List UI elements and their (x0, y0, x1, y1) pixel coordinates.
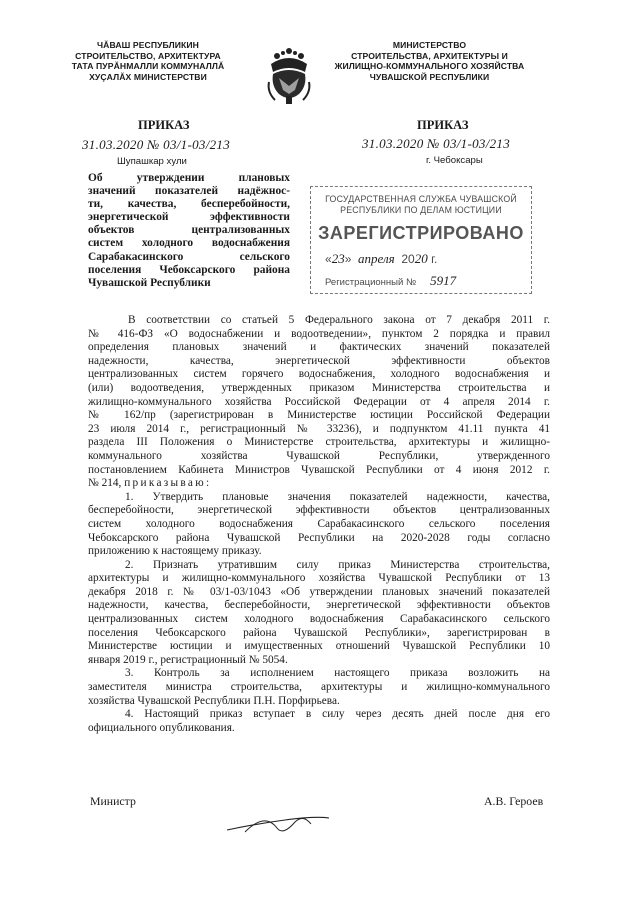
place-left: Шупашкар хули (117, 156, 187, 167)
body-line: января 2019 г., регистрационный № 5054. (88, 653, 288, 666)
order-title (88, 172, 290, 290)
body-line: определения плановых значений и фактических значений показателей (88, 341, 550, 354)
order-heading-right: ПРИКАЗ (417, 118, 469, 132)
header-left-line: ТАТА ПУРĂНМАЛЛИ КОММУНАЛЛĂ (71, 61, 225, 72)
stamp-registered: ЗАРЕГИСТРИРОВАНО (318, 223, 524, 243)
body-line: официального опубликования. (88, 721, 235, 734)
header-right-line: ЖИЛИЩНО-КОММУНАЛЬНОГО ХОЗЯЙСТВА (334, 61, 525, 72)
order-body (88, 314, 550, 735)
title-line: систем холодного водоснабжения (88, 237, 290, 250)
coat-of-arms-icon (265, 42, 313, 106)
header-left-line: ЧĂВАШ РЕСПУБЛИКИН (97, 40, 199, 50)
stamp-year-end: г. (431, 252, 438, 266)
body-line: поселения Чебоксарского района Чувашской Республики», зарегистрирован в (88, 626, 550, 639)
paragraph-item-3 (88, 667, 550, 708)
body-line: Чебоксарского района Чувашской Республики на 2020-2028 годы согласно (88, 531, 550, 544)
body-line: 4. Настоящий приказ вступает в силу через десять дней после дня его (125, 708, 550, 721)
registration-stamp (310, 186, 532, 294)
header-left-ministry (48, 40, 248, 82)
stamp-year-prefix: 20 (401, 252, 415, 266)
header-left-line: ХУÇАЛĂХ МИНИСТЕРСТВИ (89, 71, 207, 82)
title-line: поселения Чебоксарского района (88, 263, 290, 276)
stamp-line-1: ГОСУДАРСТВЕННАЯ СЛУЖБА ЧУВАШСКОЙ (325, 194, 517, 204)
body-line: хозяйства Чувашской Республики П.Н. Порфирьева. (88, 694, 340, 707)
stamp-reg-number: 5917 (430, 273, 457, 288)
body-line: В соответствии со статьей 5 Федерального закона от 7 декабря 2011 г. (128, 314, 550, 326)
header-right-line: ЧУВАШСКОЙ РЕСПУБЛИКИ (369, 71, 490, 82)
body-line: жилищно-коммунального хозяйства Российской Федерации от 4 апреля 2014 г. (88, 395, 550, 408)
body-line: бесперебойности, энергетической эффективности объектов централизованных (88, 504, 550, 517)
body-line: постановлением Кабинета Министров Чувашской Республики от 4 июня 2012 г. (88, 463, 550, 476)
header-right-line: СТРОИТЕЛЬСТВА, АРХИТЕКТУРЫ И (351, 50, 508, 61)
body-line: коммунального хозяйства Чувашской Республики, утвержденного (88, 449, 550, 462)
body-line: № 416-ФЗ «О водоснабжении и водоотведении», пунктом 2 порядка и правил (88, 327, 550, 340)
body-line: № 162/пр (зарегистрирован в Министерстве юстиции Российской Федерации (88, 409, 550, 422)
paragraph-item-1 (88, 491, 550, 559)
order-heading-left: ПРИКАЗ (138, 118, 190, 132)
body-line: приложению к настоящему приказу. (88, 545, 262, 558)
signer-name: А.В. Героев (484, 794, 544, 808)
title-line: ти, качества, бесперебойности, (88, 198, 290, 211)
stamp-reg (325, 273, 456, 289)
title-line: Чувашской Республики (88, 276, 211, 289)
body-line: надежности, качества, энергетической эффективности объектов (88, 354, 550, 367)
body-line: централизованных систем холодного водоснабжения Сарабакасинского сельского (88, 613, 550, 626)
stamp-month: апреля (358, 251, 395, 266)
body-line: (или) водоотведения, утвержденных приказом Министерства строительства и (88, 381, 550, 394)
body-line: заместителя министра строительства, архитектуры и жилищно-коммунального (88, 681, 550, 694)
body-line: надежности, качества, бесперебойности, энергетической эффективности объектов (88, 599, 550, 612)
body-line: 3. Контроль за исполнением настоящего приказа возложить на (125, 667, 550, 680)
body-line: архитектуры и жилищно-коммунального хозяйства Чувашской Республики от 13 (88, 572, 550, 585)
body-line: раздела III Положения о Министерстве строительства, архитектуры и жилищно- (88, 436, 550, 449)
body-line: декабря 2018 г. № 03/1-03/1043 «Об утверждении плановых значений показателей (88, 585, 550, 598)
stamp-day: 23 (331, 251, 345, 266)
paragraph-preamble (88, 314, 550, 491)
title-line: значений показателей надёжнос- (88, 185, 290, 198)
body-line: систем холодного водоснабжения Сарабакасинского сельского поселения (88, 517, 550, 530)
title-line: энергетической эффективности (88, 211, 290, 224)
title-line: Об утверждении плановых (88, 172, 290, 184)
body-line: 23 июля 2014 г., регистрационный № 33236), и подпунктом 41.11 пункта 41 (88, 422, 550, 435)
header-right-line: МИНИСТЕРСТВО (392, 40, 467, 50)
body-line (88, 477, 550, 491)
body-line: централизованных систем горячего водоснабжения, холодного водоснабжения и (88, 368, 550, 381)
order-date-number-right: 31.03.2020 № 03/1-03/213 (362, 136, 511, 151)
place-right: г. Чебоксары (426, 155, 483, 166)
handwritten-signature-icon (225, 800, 335, 840)
decree-number: № 214, (88, 477, 122, 490)
title-line: Сарабакасинского сельского (88, 250, 290, 263)
order-date-number-left: 31.03.2020 № 03/1-03/213 (82, 137, 231, 152)
order-word: приказываю: (124, 477, 212, 490)
stamp-date: «23» апреля 2020 г. (325, 251, 438, 266)
header-right-ministry (322, 40, 537, 82)
body-line: 2. Признать утратившим силу приказ Министерства строительства, (125, 558, 550, 571)
body-line: Министерстве юстиции и имущественных отношений Чувашской Республики 10 (88, 640, 550, 653)
title-line: объектов централизованных (88, 224, 290, 237)
paragraph-item-4 (88, 708, 550, 735)
signer-position: Министр (90, 794, 136, 808)
stamp-line-2: РЕСПУБЛИКИ ПО ДЕЛАМ ЮСТИЦИИ (340, 205, 502, 215)
stamp-reg-label: Регистрационный № (325, 277, 417, 288)
body-line: 1. Утвердить плановые значения показателей надежности, качества, (125, 490, 550, 503)
paragraph-item-2 (88, 559, 550, 668)
header-left-line: СТРОИТЕЛЬСТВО, АРХИТЕКТУРА (75, 50, 221, 61)
stamp-year-suffix: 20 (414, 251, 428, 266)
